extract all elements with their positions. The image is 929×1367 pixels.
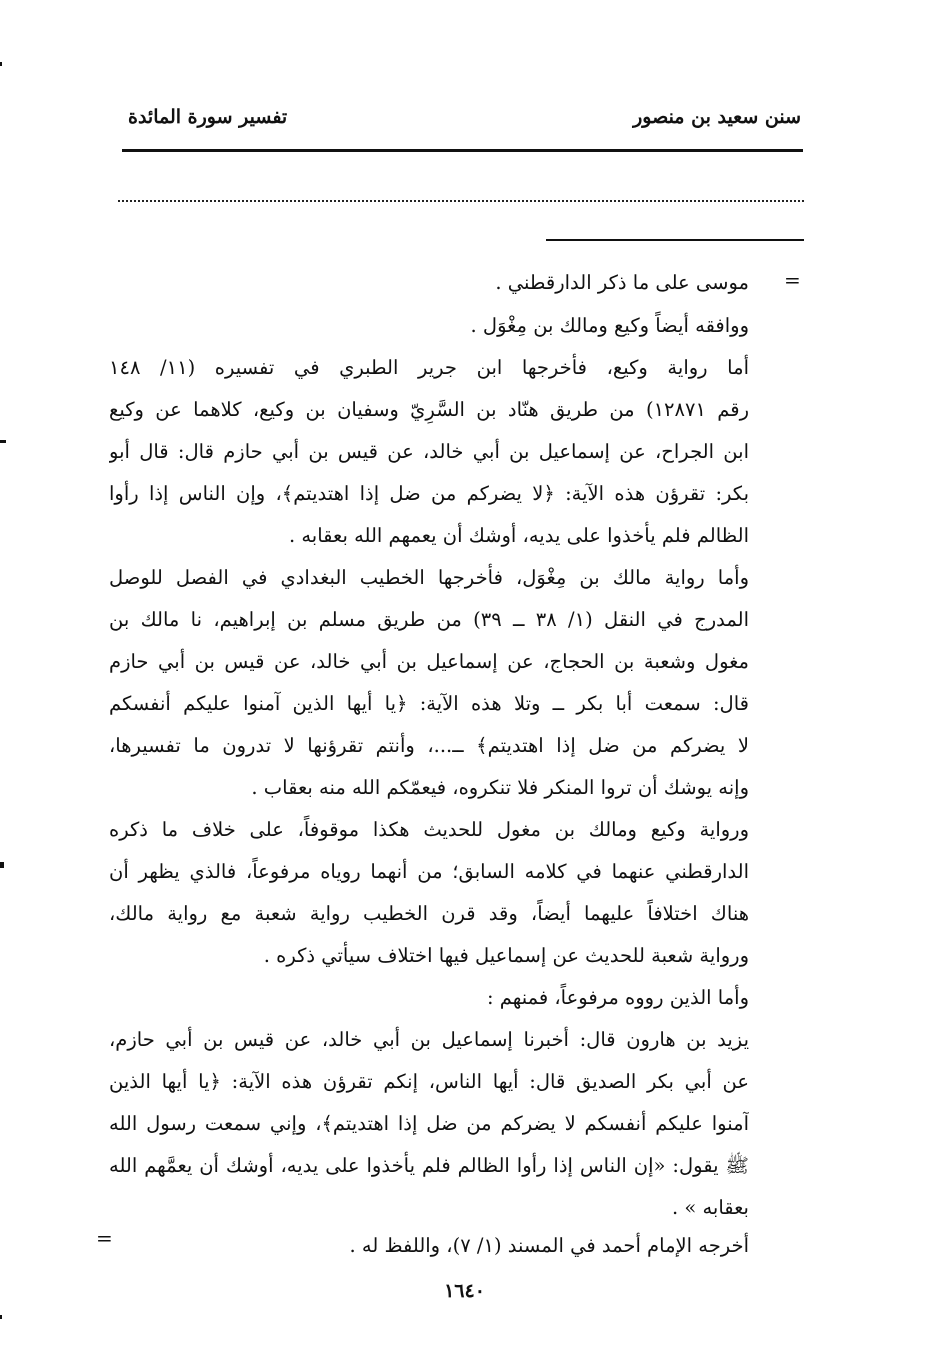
text-line: المدرج في النقل (١/ ٣٨ ــ ٣٩) من طريق مسلم بن إبراهيم، نا مالك بن [109, 608, 749, 631]
text-line: لا يضركم من ضل إذا اهتديتم﴾ ــ...، وأنتم تقرؤنها لا تدرون ما تفسيرها، [109, 734, 749, 757]
page-number: ١٦٤٠ [444, 1280, 485, 1302]
continuation-mark-bottom: = [96, 1226, 113, 1250]
text-line: ورواية وكيع ومالك بن مغول للحديث هكذا موقوفاً، على خلاف ما ذكره [109, 818, 749, 841]
continuation-mark-top: = [784, 268, 801, 292]
text-line: رقم ١٢٨٧١) من طريق هنّاد بن السَّرِيّ وسفيان بن وكيع، كلاهما عن وكيع [109, 398, 749, 421]
text-line: ابن الجراح، عن إسماعيل بن أبي خالد، عن قيس بن أبي حازم قال: قال أبو [109, 440, 749, 463]
text-line: أخرجه الإمام أحمد في المسند (١/ ٧)، واللفظ له . [349, 1234, 749, 1257]
text-line: الظالم فلم يأخذوا على يديه، أوشك أن يعمهم الله بعقابه . [288, 524, 749, 547]
text-line: أما رواية وكيع، فأخرجها ابن جرير الطبري في تفسيره (١١/ ١٤٨ [109, 356, 749, 379]
text-line: وأما رواية مالك بن مِغْوَل، فأخرجها الخطيب البغدادي في الفصل للوصل [109, 566, 749, 589]
dotted-separator [118, 200, 804, 202]
text-line: ورواية شعبة للحديث عن إسماعيل فيها اختلاف سيأتي ذكره . [263, 944, 749, 967]
text-line: عن أبي بكر الصديق قال: أيها الناس، إنكم تقرؤن هذه الآية: ﴿يا أيها الذين [109, 1070, 749, 1093]
scan-margin-mark [0, 440, 6, 443]
scan-margin-mark [0, 862, 4, 868]
text-line: موسى على ما ذكر الدارقطني . [495, 271, 749, 294]
text-line: بعقابه » . [671, 1196, 749, 1219]
scan-margin-mark [0, 1315, 2, 1319]
text-line: الدارقطني عنهما في كلامه السابق؛ من أنهما روياه مرفوعاً، فالذي يظهر أن [109, 860, 749, 883]
text-line: ووافقه أيضاً وكيع ومالك بن مِغْوَل . [470, 314, 749, 337]
text-line: هناك اختلافاً عليهما أيضاً، وقد قرن الخطيب رواية شعبة مع رواية مالك، [109, 902, 749, 925]
footnote-rule [546, 239, 804, 241]
text-line: يزيد بن هارون قال: أخبرنا إسماعيل بن أبي خالد، عن قيس بن أبي حازم، [109, 1028, 749, 1051]
text-line: وإنه يوشك أن تروا المنكر فلا تنكروه، فيعمّكم الله منه بعقاب . [251, 776, 749, 799]
text-line: وأما الذين رووه مرفوعاً، فمنهم : [486, 986, 749, 1009]
text-line: بكر: تقرؤن هذه الآية: ﴿لا يضركم من ضل إذا اهتديتم﴾، وإن الناس إذا رأوا [109, 482, 749, 505]
header-rule [122, 149, 803, 152]
running-head-section-title: تفسير سورة المائدة [128, 106, 288, 128]
text-line: آمنوا عليكم أنفسكم لا يضركم من ضل إذا اهتديتم﴾، وإني سمعت رسول الله [109, 1112, 749, 1135]
text-line: ﷺ يقول: «إن الناس إذا رأوا الظالم فلم يأخذوا على يديه، أوشك أن يعمَّهم الله [109, 1154, 749, 1177]
scan-margin-mark [0, 62, 2, 66]
running-head-book-title: سنن سعيد بن منصور [633, 106, 801, 128]
text-line: قال: سمعت أبا بكر ــ وتلا هذه الآية: ﴿يا أيها الذين آمنوا عليكم أنفسكم [109, 692, 749, 715]
text-line: مغول وشعبة بن الحجاج، عن إسماعيل بن أبي خالد، عن قيس بن أبي حازم [109, 650, 749, 673]
